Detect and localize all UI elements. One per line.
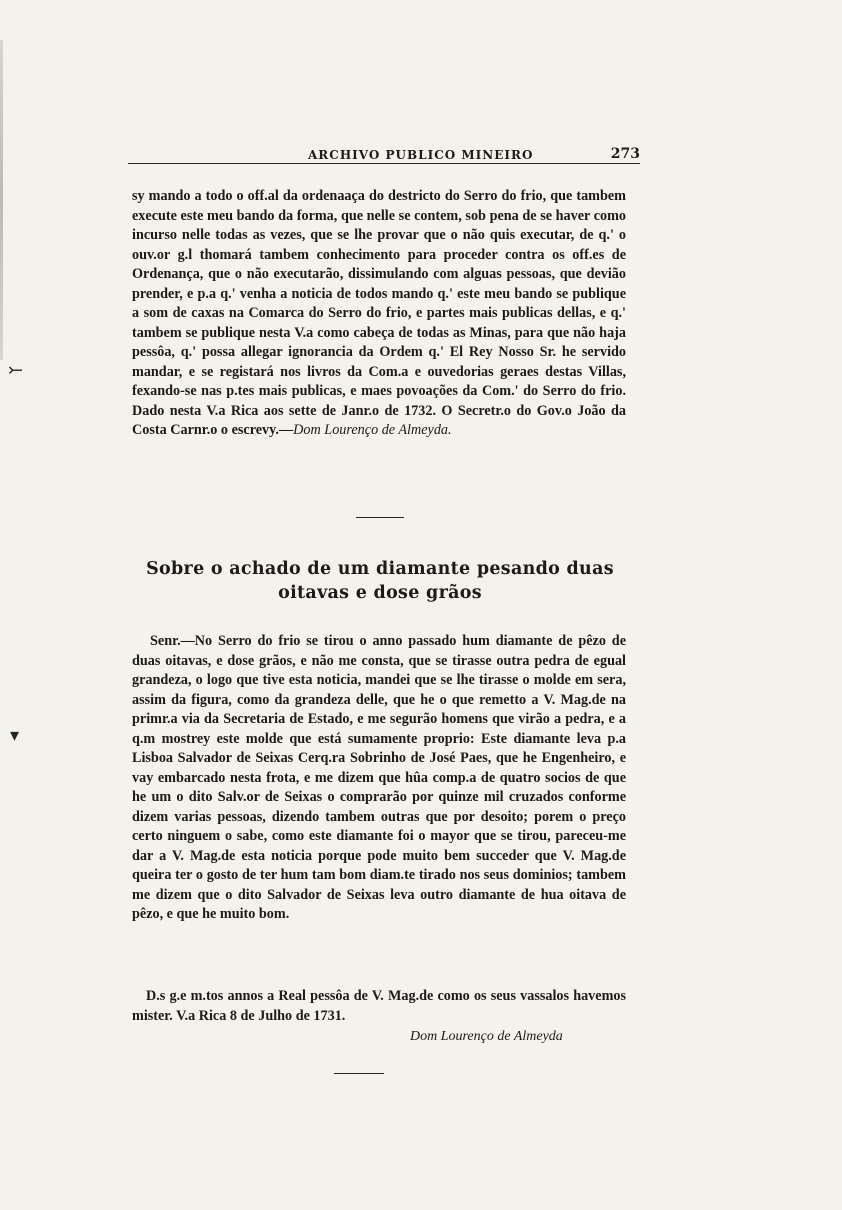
- body-paragraph: Senr.—No Serro do frio se tirou o anno passado hum diamante de pêzo de duas oitavas, e dose grãos, e não me consta, que se tirasse outra pedra de egual grandeza, o logo que tive esta noticia, mandei que se lhe tirasse o molde em sera, assim da figura, como da grandeza delle, que he o que remetto a V. Mag.de na primr.a via da Secretaria de Estado, e me segurão homens que virão a pedra, e a q.m mostrey este molde que está sumamente proprio: Este diamante leva p.a Lisboa Salvador de Seixas Cerq.ra Sobrinho de José Paes, que he Engenheiro, e vay embarcado nesta frota, e me dizem que hûa comp.a de quatro socios de que he um o dito Salv.or de Seixas o comprarão por quinze mil cruzados conforme dizem varias pessoas, dizendo tambem outras que por desoito; porem o preço certo ninguem o sabe, como este diamante foi o mayor que se tirou, pareceu-me dar a V. Mag.de esta noticia porque pode muito bem succeder que V. Mag.de queira ter o gosto de ter hum tam bom diam.te tirado nos seus dominios; tambem me dizem que o dito Salvador de Seixas leva outro diamante de hua oitava de pêzo, e que he muito bom.: [132, 633, 626, 922]
- page-edge-shadow: [0, 40, 3, 360]
- header-title: ARCHIVO PUBLICO MINEIRO: [308, 148, 534, 162]
- section-heading: Sobre o achado de um diamante pesando duas: [146, 559, 614, 579]
- header-rule: [128, 163, 640, 164]
- page-number: 273: [610, 146, 640, 162]
- section-divider: [356, 517, 404, 518]
- section-divider: [334, 1073, 384, 1074]
- body-paragraph: [132, 187, 626, 441]
- section-heading-line2: oitavas e dose grãos: [278, 583, 482, 603]
- paragraph-text: sy mando a todo o off.al da ordenaaça do destricto do Serro do frio, que tambem execute este meu bando da forma, que nelle se contem, sob pena de se haver como incurso nelle todas as vezes, que se lhe provar que o não quis executar, de q.' o ouv.or g.l thomará tambem conhecimento para proceder contra os off.es de Ordenança, que o não executarão, dissimulando com alguas pessoas, que devião prender, e p.a q.' venha a noticia de todos mando q.' este meu bando se publique a som de caxas na Comarca do Serro do frio, e partes mais publicas dellas, e q.' tambem se publique nesta V.a como cabeça de todas as Minas, para que não haja pessôa, q.' possa allegar ignorancia da Ordem q.' El Rey Nosso Sr. he servido mandar, e se registará nos livros da Com.a e ouvedorias geraes destas Villas, fexando-se nas p.tes mais publicas, e maes povoações da Com.' do Serro do frio. Dado nesta V.a Rica aos sette de Janr.o de 1732. O Secretr.o do Gov.o João da Costa Carnr.o o escrevy.—: [132, 188, 626, 438]
- margin-mark: ⤚: [8, 360, 24, 381]
- margin-mark: ▾: [10, 725, 20, 746]
- inline-signature: Dom Lourenço de Almeyda.: [293, 422, 452, 438]
- signature: Dom Lourenço de Almeyda: [410, 1029, 563, 1044]
- closing-paragraph: D.s g.e m.tos annos a Real pessôa de V. Mag.de como os seus vassalos havemos mister. V.a Rica 8 de Julho de 1731.: [132, 988, 626, 1024]
